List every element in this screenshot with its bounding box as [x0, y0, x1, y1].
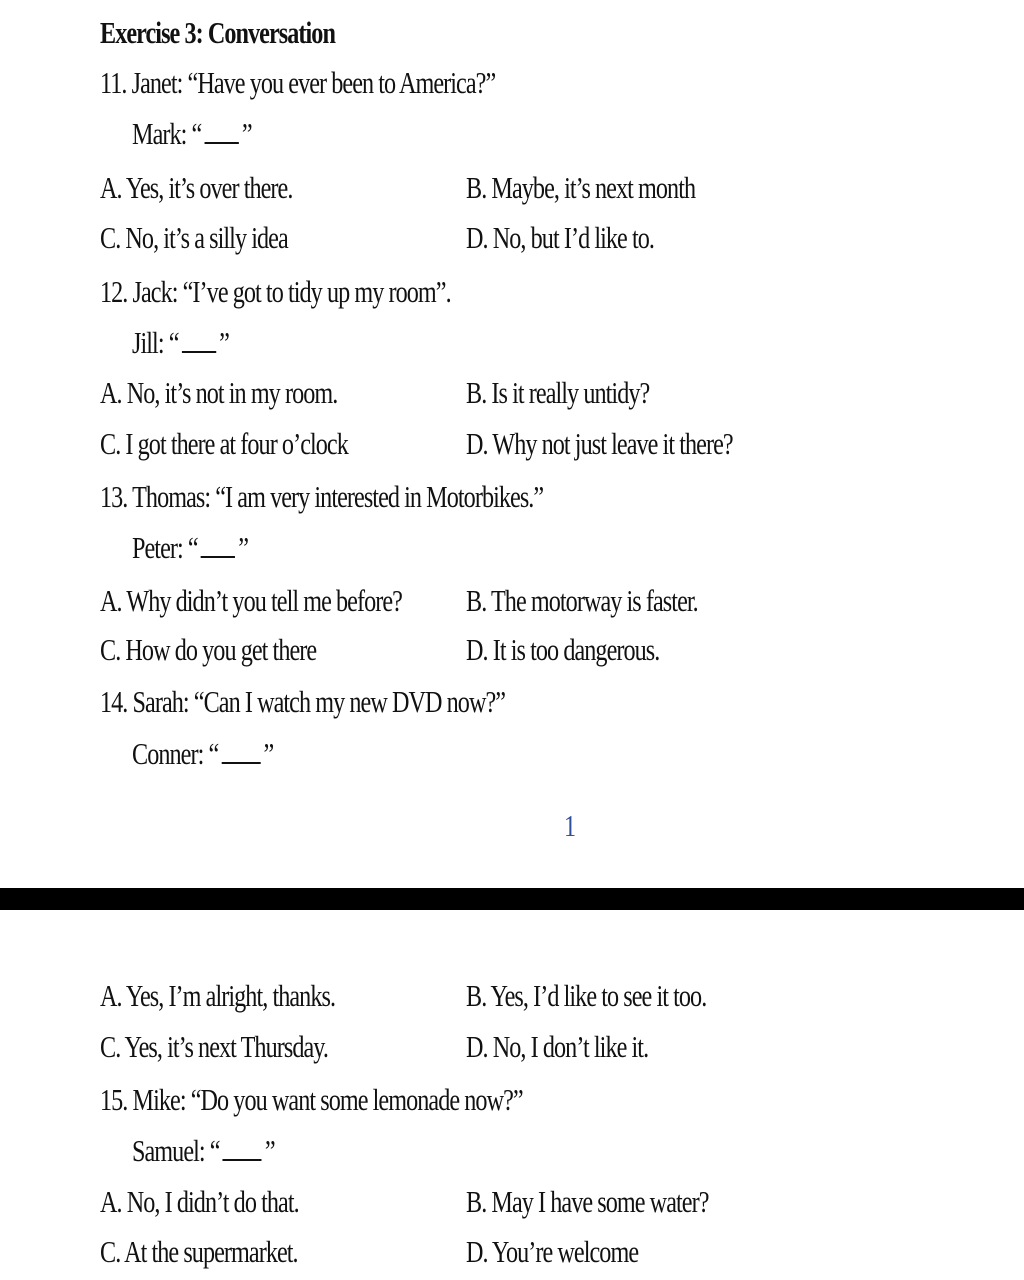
response-speaker: Jill: “	[132, 325, 179, 360]
question-12-option-a: A. No, it’s not in my room.	[100, 375, 338, 410]
question-13-option-c: C. How do you get there	[100, 632, 317, 667]
question-12-option-d: D. Why not just leave it there?	[466, 426, 733, 461]
question-11-prompt: 11. Janet: “Have you ever been to America?”	[100, 65, 496, 100]
question-14-option-d: D. No, I don’t like it.	[466, 1029, 649, 1064]
question-11-response	[132, 114, 252, 154]
question-14-option-a: A. Yes, I’m alright, thanks.	[100, 978, 336, 1013]
response-close-quote: ”	[238, 530, 249, 565]
question-15-response	[132, 1131, 275, 1171]
question-11-option-a: A. Yes, it’s over there.	[100, 170, 293, 205]
question-12-response	[132, 323, 229, 363]
question-12-option-b: B. Is it really untidy?	[466, 375, 650, 410]
exercise-title: Exercise 3: Conversation	[100, 15, 335, 50]
question-13-option-a: A. Why didn’t you tell me before?	[100, 583, 402, 618]
question-15-option-c: C. At the supermarket.	[100, 1234, 298, 1269]
question-14-option-c: C. Yes, it’s next Thursday.	[100, 1029, 328, 1064]
answer-blank	[204, 114, 238, 144]
page-number: 1	[564, 808, 577, 843]
question-13-prompt: 13. Thomas: “I am very interested in Motorbikes.”	[100, 479, 544, 514]
question-15-option-a: A. No, I didn’t do that.	[100, 1184, 299, 1219]
answer-blank	[223, 1131, 262, 1161]
response-close-quote: ”	[219, 325, 229, 360]
question-11-option-d: D. No, but I’d like to.	[466, 220, 655, 255]
question-14-option-b: B. Yes, I’d like to see it too.	[466, 978, 707, 1013]
answer-blank	[221, 734, 260, 764]
question-15-prompt: 15. Mike: “Do you want some lemonade now?”	[100, 1082, 523, 1117]
response-close-quote: ”	[241, 116, 252, 151]
question-13-option-d: D. It is too dangerous.	[466, 632, 660, 667]
question-15-option-b: B. May I have some water?	[466, 1184, 709, 1219]
question-12-prompt: 12. Jack: “I’ve got to tidy up my room”.	[100, 274, 451, 309]
question-11-option-c: C. No, it’s a silly idea	[100, 220, 288, 255]
question-12-option-c: C. I got there at four o’clock	[100, 426, 348, 461]
response-speaker: Conner: “	[132, 736, 219, 771]
response-close-quote: ”	[264, 1133, 275, 1168]
question-14-prompt: 14. Sarah: “Can I watch my new DVD now?”	[100, 684, 506, 719]
question-13-option-b: B. The motorway is faster.	[466, 583, 698, 618]
answer-blank	[182, 323, 216, 353]
question-13-response	[132, 528, 248, 568]
response-speaker: Peter: “	[132, 530, 198, 565]
response-speaker: Mark: “	[132, 116, 202, 151]
document-page-2	[0, 910, 1024, 1280]
response-close-quote: ”	[263, 736, 274, 771]
page-divider	[0, 888, 1024, 910]
question-15-option-d: D. You’re welcome	[466, 1234, 639, 1269]
question-11-option-b: B. Maybe, it’s next month	[466, 170, 696, 205]
answer-blank	[201, 528, 235, 558]
response-speaker: Samuel: “	[132, 1133, 220, 1168]
question-14-response	[132, 734, 273, 774]
